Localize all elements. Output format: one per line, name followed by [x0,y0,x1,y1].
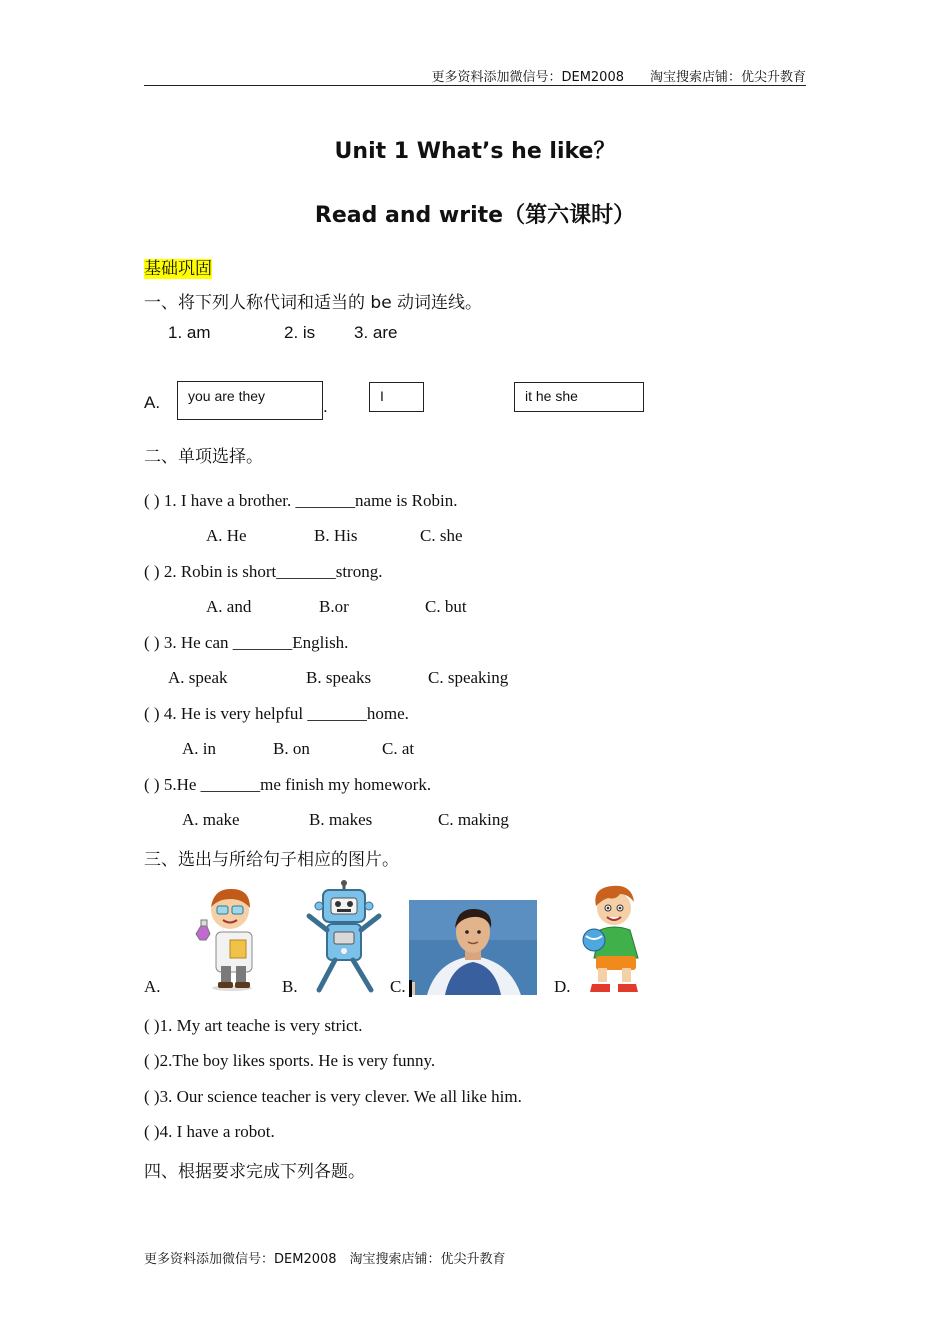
page-title: Unit 1 What’s he like？ [334,139,616,164]
picture-label-a: A. [144,977,161,996]
picture-label-c: C. [390,977,406,996]
basics-highlight: 基础巩固 [144,259,212,279]
question-1: ( ) 1. I have a brother. _______name is Robin. [144,491,458,510]
q5-option-b: B. makes [309,810,373,829]
section1-heading: 一、将下列人称代词和适当的 be 动词连线。 [144,293,483,313]
stray-dot: . [323,397,328,416]
picture-label-b: B. [282,977,298,996]
pronoun-box-singular: it he she [514,382,644,412]
section4-heading: 四、根据要求完成下列各题。 [144,1162,365,1182]
q3-option-c: C. speaking [428,668,509,687]
q1-option-a: A. He [206,526,247,545]
q3-option-a: A. speak [168,668,228,687]
page-footer: 更多资料添加微信号：DEM2008 淘宝搜索店铺：优尖升教育 [144,1252,506,1267]
question-3: ( ) 3. He can _______English. [144,633,349,652]
verb-am: 1. am [168,323,211,342]
picture-question-4: ( )4. I have a robot. [144,1122,275,1141]
pronoun-box-plural: you are they [177,381,323,420]
page-header: 更多资料添加微信号：DEM2008 淘宝搜索店铺：优尖升教育 [431,70,806,85]
question-2: ( ) 2. Robin is short_______strong. [144,562,383,581]
sporty-boy-picture [578,880,652,994]
verb-are: 3. are [354,323,398,342]
q2-option-a: A. and [206,597,252,616]
picture-label-d: D. [554,977,571,996]
section2-heading: 二、单项选择。 [144,447,263,467]
q4-option-c: C. at [382,739,415,758]
q5-option-c: C. making [438,810,509,829]
q2-option-c: C. but [425,597,467,616]
verb-is: 2. is [284,323,316,342]
scientist-boy-picture [190,880,258,992]
q1-option-c: C. she [420,526,463,545]
robot-picture [303,880,385,995]
question-5: ( ) 5.He _______me finish my homework. [144,775,432,794]
header-divider [144,85,806,86]
pronoun-box-i: I [369,382,424,412]
picture-question-2: ( )2.The boy likes sports. He is very funny. [144,1051,436,1070]
q3-option-b: B. speaks [306,668,372,687]
q5-option-a: A. make [182,810,240,829]
teacher-man-picture [409,900,537,995]
text-cursor [409,980,412,997]
match-label-a: A. [144,393,161,412]
q4-option-a: A. in [182,739,216,758]
q4-option-b: B. on [273,739,310,758]
q1-option-b: B. His [314,526,358,545]
picture-question-3: ( )3. Our science teacher is very clever. We all like him. [144,1087,522,1106]
page-subtitle: Read and write（第六课时） [314,203,636,228]
question-4: ( ) 4. He is very helpful _______home. [144,704,409,723]
section3-heading: 三、选出与所给句子相应的图片。 [144,850,399,870]
basics-label [144,254,212,279]
picture-question-1: ( )1. My art teache is very strict. [144,1016,363,1035]
q2-option-b: B.or [319,597,349,616]
